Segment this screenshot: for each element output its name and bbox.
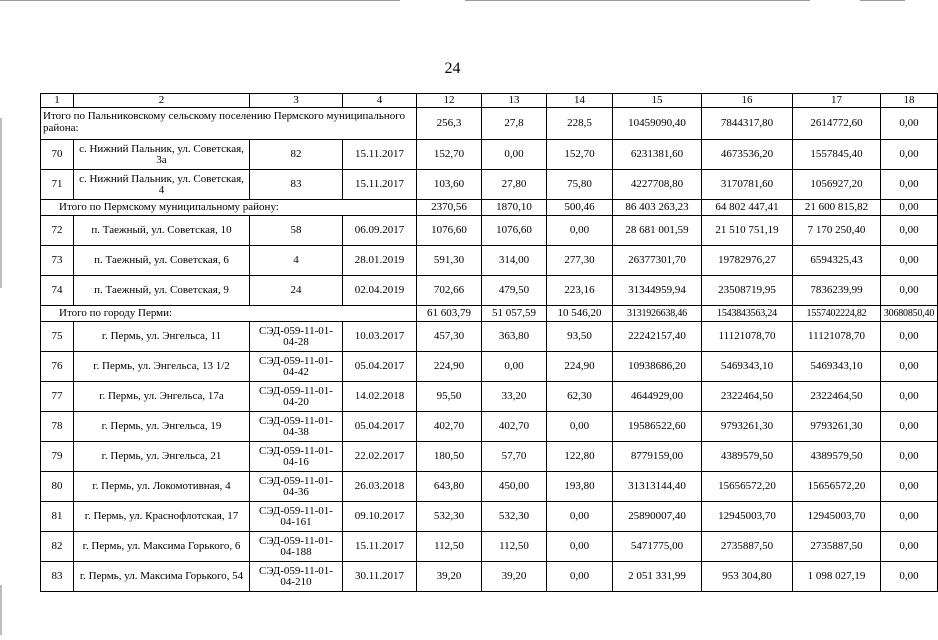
table-row (41, 140, 938, 170)
value-cell: 39,20 (482, 562, 547, 592)
address-cell: с. Нижний Пальник, ул. Советская, 4 (74, 170, 250, 200)
value-cell: 93,50 (547, 322, 613, 352)
value-cell: 228,5 (547, 108, 613, 140)
address-cell: г. Пермь, ул. Энгельса, 19 (74, 412, 250, 442)
value-cell: 26377301,70 (613, 246, 702, 276)
value-cell: 0,00 (881, 276, 938, 306)
date-cell: 28.01.2019 (343, 246, 417, 276)
value-cell: 4389579,50 (793, 442, 881, 472)
document-cell: 82 (250, 140, 343, 170)
page-number: 24 (444, 60, 461, 77)
date-cell: 06.09.2017 (343, 216, 417, 246)
scan-left-edge (0, 118, 2, 288)
row-number: 72 (41, 216, 74, 246)
address-cell: г. Пермь, ул. Энгельса, 11 (74, 322, 250, 352)
value-cell: 1543843563,24 (702, 306, 793, 322)
value-cell: 75,80 (547, 170, 613, 200)
date-cell: 15.11.2017 (343, 140, 417, 170)
value-cell: 2370,56 (417, 200, 482, 216)
table-row (41, 170, 938, 200)
date-cell: 30.11.2017 (343, 562, 417, 592)
value-cell: 457,30 (417, 322, 482, 352)
value-cell: 21 510 751,19 (702, 216, 793, 246)
row-number: 71 (41, 170, 74, 200)
table-row (41, 412, 938, 442)
value-cell: 7 170 250,40 (793, 216, 881, 246)
header-cell: 16 (702, 94, 793, 108)
value-cell: 224,90 (417, 352, 482, 382)
value-cell: 0,00 (881, 140, 938, 170)
header-row (41, 94, 938, 108)
value-cell: 0,00 (482, 140, 547, 170)
value-cell: 5471775,00 (613, 532, 702, 562)
document-cell: 83 (250, 170, 343, 200)
value-cell: 27,80 (482, 170, 547, 200)
date-cell: 14.02.2018 (343, 382, 417, 412)
row-number: 83 (41, 562, 74, 592)
value-cell: 25890007,40 (613, 502, 702, 532)
date-cell: 09.10.2017 (343, 502, 417, 532)
value-cell: 1056927,20 (793, 170, 881, 200)
subtotal-label: Итого по Пермскому муниципальному району: (41, 200, 417, 216)
header-cell: 2 (74, 94, 250, 108)
value-cell: 0,00 (881, 200, 938, 216)
value-cell: 15656572,20 (702, 472, 793, 502)
header-cell: 17 (793, 94, 881, 108)
date-cell: 05.04.2017 (343, 412, 417, 442)
value-cell: 15656572,20 (793, 472, 881, 502)
value-cell: 1 098 027,19 (793, 562, 881, 592)
value-cell: 2735887,50 (793, 532, 881, 562)
value-cell: 64 802 447,41 (702, 200, 793, 216)
document-cell: СЭД-059-11-01-04-20 (250, 382, 343, 412)
document-cell: СЭД-059-11-01-04-28 (250, 322, 343, 352)
value-cell: 19782976,27 (702, 246, 793, 276)
value-cell: 2735887,50 (702, 532, 793, 562)
address-cell: г. Пермь, ул. Максима Горького, 54 (74, 562, 250, 592)
value-cell: 4389579,50 (702, 442, 793, 472)
value-cell: 62,30 (547, 382, 613, 412)
value-cell: 7844317,80 (702, 108, 793, 140)
address-cell: г. Пермь, ул. Энгельса, 21 (74, 442, 250, 472)
row-number: 74 (41, 276, 74, 306)
value-cell: 180,50 (417, 442, 482, 472)
value-cell: 10459090,40 (613, 108, 702, 140)
row-number: 78 (41, 412, 74, 442)
value-cell: 21 600 815,82 (793, 200, 881, 216)
table-row (41, 216, 938, 246)
value-cell: 33,20 (482, 382, 547, 412)
value-cell: 0,00 (547, 502, 613, 532)
value-cell: 2614772,60 (793, 108, 881, 140)
value-cell: 8779159,00 (613, 442, 702, 472)
value-cell: 1076,60 (417, 216, 482, 246)
value-cell: 4227708,80 (613, 170, 702, 200)
table-row (41, 276, 938, 306)
value-cell: 0,00 (881, 502, 938, 532)
value-cell: 1557845,40 (793, 140, 881, 170)
header-cell: 3 (250, 94, 343, 108)
value-cell: 6594325,43 (793, 246, 881, 276)
document-cell: СЭД-059-11-01-04-161 (250, 502, 343, 532)
value-cell: 450,00 (482, 472, 547, 502)
value-cell: 0,00 (881, 472, 938, 502)
value-cell: 223,16 (547, 276, 613, 306)
value-cell: 4644929,00 (613, 382, 702, 412)
table-row (41, 246, 938, 276)
document-cell: 4 (250, 246, 343, 276)
row-number: 75 (41, 322, 74, 352)
value-cell: 500,46 (547, 200, 613, 216)
value-cell: 152,70 (417, 140, 482, 170)
row-number: 73 (41, 246, 74, 276)
table-row (41, 562, 938, 592)
value-cell: 95,50 (417, 382, 482, 412)
document-cell: СЭД-059-11-01-04-210 (250, 562, 343, 592)
value-cell: 1076,60 (482, 216, 547, 246)
value-cell: 12945003,70 (702, 502, 793, 532)
document-cell: СЭД-059-11-01-04-38 (250, 412, 343, 442)
value-cell: 702,66 (417, 276, 482, 306)
value-cell: 10 546,20 (547, 306, 613, 322)
value-cell: 10938686,20 (613, 352, 702, 382)
value-cell: 0,00 (547, 562, 613, 592)
table-row (41, 382, 938, 412)
value-cell: 4673536,20 (702, 140, 793, 170)
value-cell: 0,00 (482, 352, 547, 382)
value-cell: 6231381,60 (613, 140, 702, 170)
header-cell: 18 (881, 94, 938, 108)
subtotal-label: Итого по городу Перми: (41, 306, 417, 322)
address-cell: г. Пермь, ул. Энгельса, 17а (74, 382, 250, 412)
row-number: 76 (41, 352, 74, 382)
value-cell: 193,80 (547, 472, 613, 502)
value-cell: 11121078,70 (702, 322, 793, 352)
document-cell: СЭД-059-11-01-04-16 (250, 442, 343, 472)
date-cell: 26.03.2018 (343, 472, 417, 502)
value-cell: 1870,10 (482, 200, 547, 216)
value-cell: 0,00 (881, 216, 938, 246)
value-cell: 479,50 (482, 276, 547, 306)
value-cell: 5469343,10 (793, 352, 881, 382)
address-cell: г. Пермь, ул. Локомотивная, 4 (74, 472, 250, 502)
value-cell: 39,20 (417, 562, 482, 592)
subtotal-label: Итого по Пальниковскому сельскому поселению Пермского муниципального района: (41, 108, 417, 140)
date-cell: 22.02.2017 (343, 442, 417, 472)
value-cell: 1557402224,82 (793, 306, 881, 322)
value-cell: 402,70 (482, 412, 547, 442)
value-cell: 22242157,40 (613, 322, 702, 352)
value-cell: 0,00 (881, 442, 938, 472)
value-cell: 0,00 (881, 412, 938, 442)
value-cell: 31344959,94 (613, 276, 702, 306)
header-cell: 1 (41, 94, 74, 108)
value-cell: 0,00 (881, 322, 938, 352)
value-cell: 0,00 (881, 562, 938, 592)
address-cell: п. Таежный, ул. Советская, 9 (74, 276, 250, 306)
value-cell: 643,80 (417, 472, 482, 502)
address-cell: г. Пермь, ул. Краснофлотская, 17 (74, 502, 250, 532)
table-row (41, 322, 938, 352)
value-cell: 0,00 (547, 216, 613, 246)
subtotal-row (41, 108, 938, 140)
value-cell: 2322464,50 (702, 382, 793, 412)
value-cell: 112,50 (417, 532, 482, 562)
value-cell: 27,8 (482, 108, 547, 140)
value-cell: 314,00 (482, 246, 547, 276)
value-cell: 9793261,30 (702, 412, 793, 442)
value-cell: 591,30 (417, 246, 482, 276)
address-cell: с. Нижний Пальник, ул. Советская, 3а (74, 140, 250, 170)
scan-left-edge-lower (0, 585, 2, 635)
row-number: 70 (41, 140, 74, 170)
value-cell: 12945003,70 (793, 502, 881, 532)
value-cell: 2322464,50 (793, 382, 881, 412)
date-cell: 15.11.2017 (343, 532, 417, 562)
document-cell: 58 (250, 216, 343, 246)
value-cell: 103,60 (417, 170, 482, 200)
data-table (40, 93, 938, 592)
address-cell: п. Таежный, ул. Советская, 10 (74, 216, 250, 246)
date-cell: 15.11.2017 (343, 170, 417, 200)
value-cell: 2 051 331,99 (613, 562, 702, 592)
value-cell: 0,00 (547, 412, 613, 442)
header-cell: 12 (417, 94, 482, 108)
value-cell: 23508719,95 (702, 276, 793, 306)
value-cell: 0,00 (881, 382, 938, 412)
header-cell: 13 (482, 94, 547, 108)
table-row (41, 352, 938, 382)
value-cell: 532,30 (417, 502, 482, 532)
table-row (41, 502, 938, 532)
table-row (41, 532, 938, 562)
row-number: 81 (41, 502, 74, 532)
value-cell: 28 681 001,59 (613, 216, 702, 246)
value-cell: 11121078,70 (793, 322, 881, 352)
value-cell: 112,50 (482, 532, 547, 562)
subtotal-row (41, 200, 938, 216)
value-cell: 19586522,60 (613, 412, 702, 442)
value-cell: 3170781,60 (702, 170, 793, 200)
value-cell: 402,70 (417, 412, 482, 442)
value-cell: 7836239,99 (793, 276, 881, 306)
value-cell: 256,3 (417, 108, 482, 140)
value-cell: 3131926638,46 (613, 306, 702, 322)
value-cell: 51 057,59 (482, 306, 547, 322)
value-cell: 122,80 (547, 442, 613, 472)
header-cell: 15 (613, 94, 702, 108)
document-cell: 24 (250, 276, 343, 306)
value-cell: 5469343,10 (702, 352, 793, 382)
scan-top-edge (0, 0, 905, 1)
subtotal-row (41, 306, 938, 322)
header-cell: 14 (547, 94, 613, 108)
date-cell: 02.04.2019 (343, 276, 417, 306)
date-cell: 10.03.2017 (343, 322, 417, 352)
address-cell: п. Таежный, ул. Советская, 6 (74, 246, 250, 276)
document-cell: СЭД-059-11-01-04-36 (250, 472, 343, 502)
row-number: 82 (41, 532, 74, 562)
table-row (41, 442, 938, 472)
value-cell: 0,00 (881, 170, 938, 200)
row-number: 77 (41, 382, 74, 412)
value-cell: 152,70 (547, 140, 613, 170)
document-cell: СЭД-059-11-01-04-188 (250, 532, 343, 562)
value-cell: 61 603,79 (417, 306, 482, 322)
value-cell: 57,70 (482, 442, 547, 472)
address-cell: г. Пермь, ул. Энгельса, 13 1/2 (74, 352, 250, 382)
value-cell: 0,00 (881, 532, 938, 562)
row-number: 79 (41, 442, 74, 472)
value-cell: 0,00 (881, 108, 938, 140)
value-cell: 363,80 (482, 322, 547, 352)
value-cell: 30680850,40 (881, 306, 938, 322)
value-cell: 31313144,40 (613, 472, 702, 502)
value-cell: 86 403 263,23 (613, 200, 702, 216)
value-cell: 0,00 (881, 246, 938, 276)
address-cell: г. Пермь, ул. Максима Горького, 6 (74, 532, 250, 562)
value-cell: 0,00 (547, 532, 613, 562)
value-cell: 277,30 (547, 246, 613, 276)
table-row (41, 472, 938, 502)
document-cell: СЭД-059-11-01-04-42 (250, 352, 343, 382)
value-cell: 9793261,30 (793, 412, 881, 442)
value-cell: 953 304,80 (702, 562, 793, 592)
header-cell: 4 (343, 94, 417, 108)
value-cell: 224,90 (547, 352, 613, 382)
date-cell: 05.04.2017 (343, 352, 417, 382)
value-cell: 532,30 (482, 502, 547, 532)
row-number: 80 (41, 472, 74, 502)
value-cell: 0,00 (881, 352, 938, 382)
